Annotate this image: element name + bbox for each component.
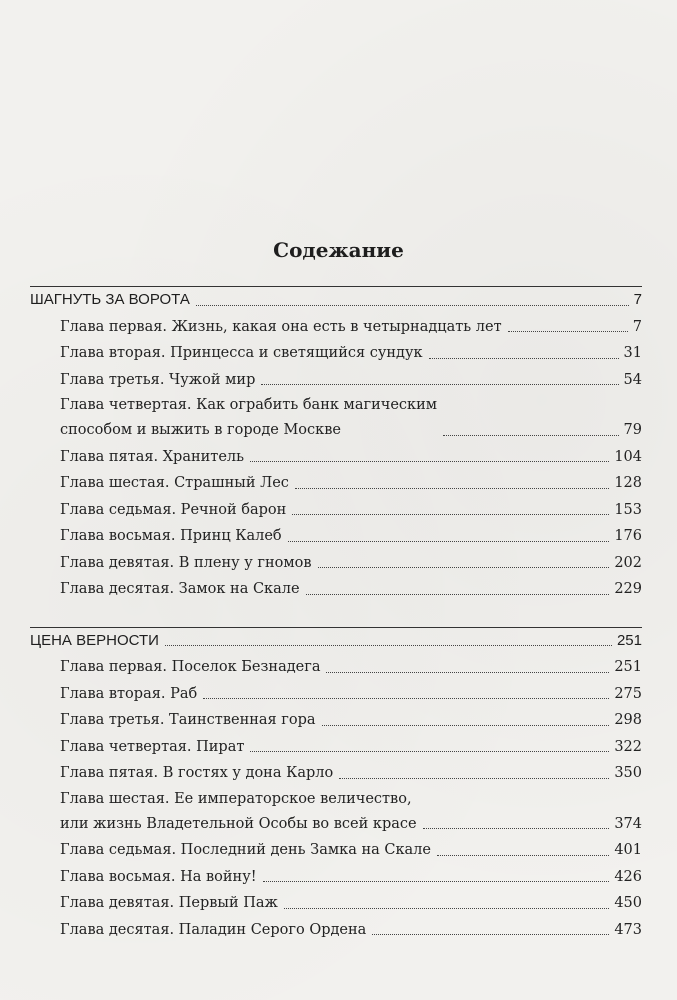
chapter-title (60, 707, 316, 734)
toc-chapter-entry[interactable] (30, 681, 642, 708)
part-title: ЦЕНА ВЕРНОСТИ (30, 631, 159, 649)
dot-leader (437, 855, 609, 856)
toc-chapter-entry[interactable] (30, 837, 642, 864)
chapter-title-line: Глава четвертая. Пират (60, 738, 245, 755)
chapter-title (60, 497, 286, 524)
chapter-title (60, 550, 312, 577)
chapter-title-line: Глава пятая. В гостях у дона Карло (60, 765, 334, 781)
toc-chapter-entry[interactable] (30, 654, 642, 681)
toc-chapter-entry[interactable] (30, 864, 642, 891)
chapter-title-line: Глава десятая. Замок на Скале (60, 581, 300, 597)
chapter-title-line: Глава седьмая. Речной барон (60, 501, 287, 518)
chapter-title (60, 367, 255, 394)
chapter-title-line: Глава пятая. Хранитель (60, 448, 245, 465)
chapter-title-line: Глава восьмая. На войну! (60, 868, 257, 885)
toc-chapter-entry[interactable] (30, 760, 642, 787)
dot-leader (263, 881, 610, 882)
toc-chapter-entry[interactable] (30, 340, 642, 367)
dot-leader (196, 305, 629, 306)
page-title: Содежание (273, 238, 404, 262)
chapter-title-line: способом и выжить в городе Москве (60, 422, 341, 438)
page-number: 401 (614, 842, 642, 858)
toc-chapter-entry[interactable] (30, 550, 642, 577)
page-number: 298 (614, 712, 642, 728)
page-number: 473 (614, 921, 642, 938)
dot-leader (318, 567, 610, 568)
chapter-title-line: Глава первая. Поселок Безнадега (60, 659, 321, 675)
toc-chapter-entry[interactable] (30, 470, 642, 497)
chapter-title-line: Глава первая. Жизнь, какая она есть в четырнадцать лет (60, 318, 502, 335)
chapter-title-line: Глава шестая. Страшный Лес (60, 475, 289, 491)
page-number: 450 (614, 895, 642, 911)
dot-leader (250, 751, 609, 752)
chapter-title (60, 576, 300, 603)
chapter-title-line: Глава восьмая. Принц Калеб (60, 528, 282, 544)
chapter-title (60, 837, 431, 864)
chapter-title (60, 890, 278, 917)
toc-chapter-entry[interactable] (30, 787, 642, 838)
page-number: 7 (632, 318, 642, 335)
dot-leader (372, 934, 609, 935)
chapter-title-line: Глава вторая. Раб (60, 685, 198, 702)
page-number: 374 (614, 815, 642, 832)
chapter-title (60, 523, 282, 550)
toc-chapter-entry[interactable] (30, 890, 642, 917)
toc-chapter-entry[interactable] (30, 367, 642, 394)
toc-part-heading[interactable] (30, 286, 642, 314)
dot-leader (292, 514, 609, 515)
page-number: 54 (623, 371, 642, 388)
chapter-title-line: Глава четвертая. Как ограбить банк магическим (60, 397, 438, 413)
toc-chapter-entry[interactable] (30, 523, 642, 550)
toc-chapter-entry[interactable] (30, 576, 642, 603)
page-number: 7 (633, 291, 642, 308)
page-number: 251 (614, 659, 642, 675)
page-number: 31 (623, 345, 642, 361)
toc-chapter-entry[interactable] (30, 393, 642, 444)
page-number: 229 (614, 581, 642, 597)
chapter-title-line: Глава шестая. Ее императорское величество, (60, 790, 412, 807)
dot-leader (339, 778, 609, 779)
page-number: 426 (614, 868, 642, 885)
chapter-title-line: Глава девятая. В плену у гномов (60, 554, 312, 571)
toc-chapter-entry[interactable] (30, 314, 642, 341)
table-of-contents (30, 286, 642, 951)
chapter-title-line: Глава третья. Чужой мир (60, 371, 256, 388)
dot-leader (165, 645, 612, 646)
toc-part (30, 286, 642, 603)
chapter-title (60, 654, 320, 681)
chapter-title-line: Глава третья. Таинственная гора (60, 712, 316, 728)
dot-leader (423, 828, 610, 829)
page-number: 128 (614, 475, 642, 491)
chapter-title-line: Глава вторая. Принцесса и светящийся сундук (60, 345, 423, 361)
toc-part (30, 627, 642, 944)
chapter-title (60, 470, 289, 497)
chapter-title (60, 734, 244, 761)
dot-leader (429, 358, 619, 359)
dot-leader (250, 461, 609, 462)
chapter-title (60, 760, 333, 787)
chapter-title (60, 864, 257, 891)
chapter-title (60, 340, 423, 367)
dot-leader (306, 594, 610, 595)
dot-leader (288, 541, 610, 542)
page-number: 176 (614, 528, 642, 544)
dot-leader (284, 908, 609, 909)
dot-leader (508, 331, 628, 332)
dot-leader (322, 725, 610, 726)
page-number: 104 (614, 448, 642, 465)
section-spacer (30, 611, 642, 627)
chapter-title (60, 393, 437, 444)
part-title: ШАГНУТЬ ЗА ВОРОТА (30, 291, 190, 308)
chapter-title (60, 444, 244, 471)
chapter-title-line: или жизнь Владетельной Особы во всей красе (60, 815, 417, 832)
dot-leader (443, 435, 619, 436)
chapter-title (60, 681, 197, 708)
chapter-title-line: Глава десятая. Паладин Серого Ордена (60, 921, 367, 938)
chapter-title-line: Глава седьмая. Последний день Замка на Скале (60, 842, 431, 858)
page-number: 275 (614, 685, 642, 702)
page-number: 202 (614, 554, 642, 571)
chapter-title (60, 314, 502, 341)
toc-chapter-entry[interactable] (30, 917, 642, 944)
chapter-title-line: Глава девятая. Первый Паж (60, 895, 278, 911)
chapter-title (60, 787, 417, 838)
dot-leader (295, 488, 609, 489)
page-number: 153 (614, 501, 642, 518)
toc-part-heading[interactable] (30, 627, 642, 655)
page-number: 350 (614, 765, 642, 781)
page-number: 251 (616, 631, 642, 649)
dot-leader (261, 384, 618, 385)
dot-leader (203, 698, 609, 699)
page-number: 322 (614, 738, 642, 755)
toc-chapter-entry[interactable] (30, 497, 642, 524)
toc-chapter-entry[interactable] (30, 734, 642, 761)
page-number: 79 (623, 422, 642, 438)
dot-leader (326, 672, 609, 673)
chapter-title (60, 917, 366, 944)
toc-chapter-entry[interactable] (30, 707, 642, 734)
toc-chapter-entry[interactable] (30, 444, 642, 471)
